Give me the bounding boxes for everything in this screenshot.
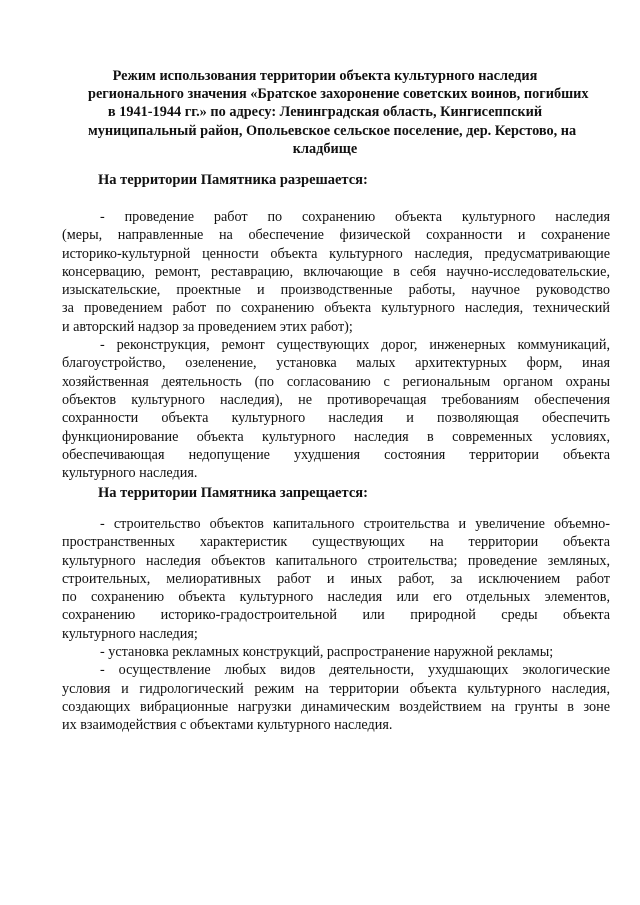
paragraph-line: по сохранению объекта культурного наследия или его отдельных элементов, xyxy=(62,589,610,606)
paragraph-line: культурного наследия; xyxy=(62,625,198,642)
paragraph-line: культурного наследия объектов капитального строительства; проведение земляных, xyxy=(62,552,610,569)
forbidden-text xyxy=(62,515,610,735)
paragraph-line: консервацию, ремонт, реставрацию, включающие в себя научно-исследовательские, xyxy=(62,263,610,280)
paragraph-line: и авторский надзор за проведением этих работ); xyxy=(62,318,353,335)
paragraph-line: - проведение работ по сохранению объекта культурного наследия xyxy=(100,209,610,225)
document-title xyxy=(88,67,589,158)
paragraph-line: - установка рекламных конструкций, распространение наружной рекламы; xyxy=(100,644,554,661)
title-line: регионального значения «Братское захоронение советских воинов, погибших xyxy=(88,86,589,103)
paragraph-line: сохранению историко-градостроительной или природной среды объекта xyxy=(62,607,610,624)
allowed-text xyxy=(62,208,610,482)
allowed-heading: На территории Памятника разрешается: xyxy=(98,172,368,188)
title-line: в 1941-1944 гг.» по адресу: Ленинградская область, Кингисеппский xyxy=(107,104,543,121)
paragraph-line: сохранности объекта культурного наследия и позволяющая обеспечить xyxy=(62,410,610,427)
title-line: муниципальный район, Опольевское сельское поселение, дер. Керстово, на xyxy=(88,122,577,139)
paragraph-line: хозяйственная деятельность (по согласованию с региональным органом охраны xyxy=(62,373,610,390)
paragraph-line: изыскательские, проектные и производственные работы, научное руководство xyxy=(62,282,610,299)
paragraph-line: благоустройство, озеленение, установка малых архитектурных форм, иная xyxy=(62,355,610,372)
paragraph-line: (меры, направленные на обеспечение физической сохранности и сохранение xyxy=(62,227,610,244)
paragraph-line: их взаимодействия с объектами культурного наследия. xyxy=(62,717,393,734)
title-line: кладбище xyxy=(292,140,358,157)
paragraph-line: - строительство объектов капитального строительства и увеличение объемно- xyxy=(100,516,610,532)
paragraph-line: - осуществление любых видов деятельности, ухудшающих экологические xyxy=(100,662,610,679)
paragraph-line: за проведением работ по сохранению объекта культурного наследия, технический xyxy=(62,300,610,317)
paragraph-line: культурного наследия. xyxy=(62,465,198,482)
paragraph-line: обеспечивающая недопущение ухудшения состояния территории объекта xyxy=(62,446,610,463)
paragraph-line: функционирование объекта культурного наследия в современных условиях, xyxy=(62,428,610,445)
title-line: Режим использования территории объекта культурного наследия xyxy=(112,68,538,84)
paragraph-line: условия и гидрологический режим на территории объекта культурного наследия, xyxy=(62,680,610,697)
paragraph-line: пространственных характеристик существующих на территории объекта xyxy=(62,534,610,551)
paragraph-line: создающих вибрационные нагрузки динамическим воздействием на грунты в зоне xyxy=(62,698,610,715)
forbidden-heading: На территории Памятника запрещается: xyxy=(98,485,368,501)
paragraph-line: строительных, мелиоративных работ и иных работ, за исключением работ xyxy=(62,570,610,587)
paragraph-line: - реконструкция, ремонт существующих дорог, инженерных коммуникаций, xyxy=(100,337,610,354)
paragraph-line: историко-культурной ценности объекта культурного наследия, предусматривающие xyxy=(62,245,610,262)
paragraph-line: объектов культурного наследия), не противоречащая требованиям обеспечения xyxy=(62,391,610,408)
